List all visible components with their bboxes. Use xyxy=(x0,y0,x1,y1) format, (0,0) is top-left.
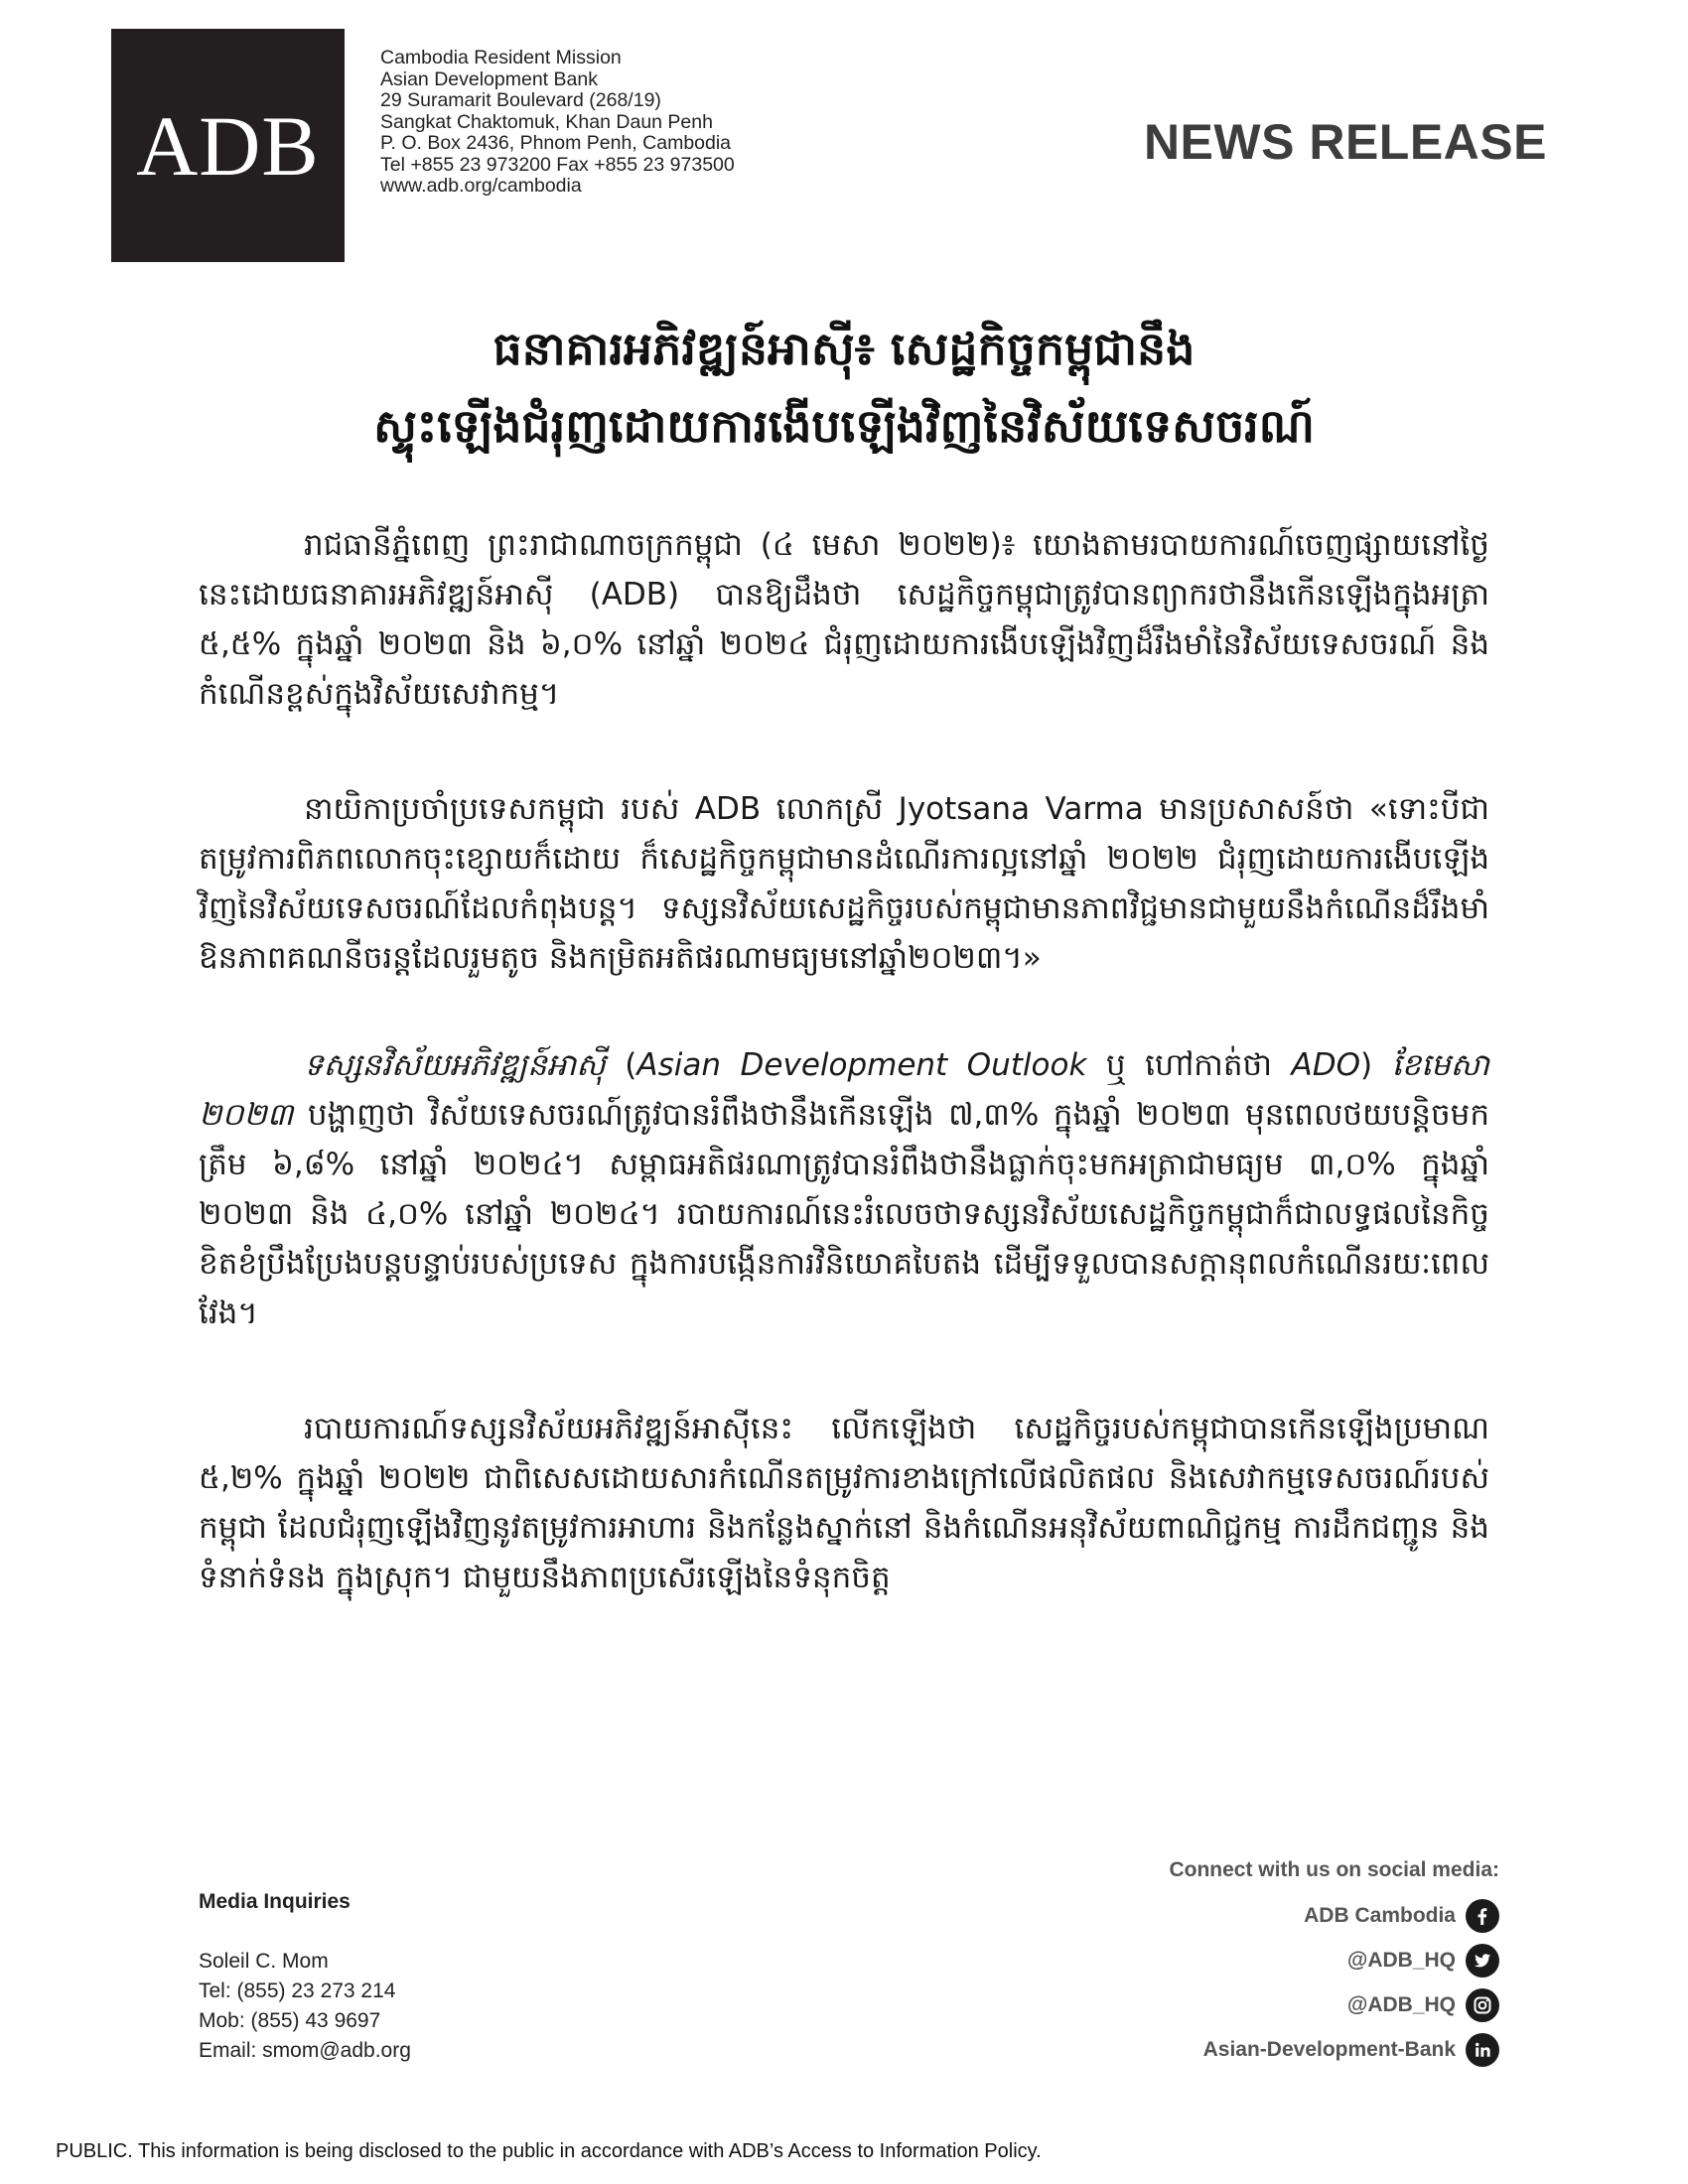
social-twitter[interactable] xyxy=(1082,1938,1499,1982)
contact-mob: Mob: (855) 43 9697 xyxy=(199,2009,381,2032)
media-inquiries-title: Media Inquiries xyxy=(199,1890,351,1913)
media-inquiries xyxy=(199,1890,411,2066)
address-line: 29 Suramarit Boulevard (268/19) xyxy=(380,89,661,111)
report-title-km: ទស្សនវិស័យអភិវឌ្ឍន៍អាស៊ី xyxy=(304,1047,606,1083)
facebook-icon xyxy=(1466,1899,1499,1933)
social-facebook[interactable] xyxy=(1082,1893,1499,1938)
social-label: @ADB_HQ xyxy=(1346,1992,1456,2016)
social-label: @ADB_HQ xyxy=(1346,1948,1456,1972)
contact-name: Soleil C. Mom xyxy=(199,1950,329,1973)
logo-text: ADB xyxy=(136,97,320,194)
report-abbrev: ADO xyxy=(1291,1047,1360,1083)
paragraph-1: រាជធានីភ្នំពេញ ព្រះរាជាណាចក្រកម្ពុជា (៤ មេសា ២០២២)៖ យោងតាមរបាយការណ៍ចេញផ្សាយនៅថ្ងៃនេះដោយធនាគារអភិវឌ្ឍន៍អាស៊ី (ADB) បានឱ្យដឹងថា សេដ្ឋកិច្ចកម្ពុជាត្រូវបានព្យាករថានឹងកើនឡើងក្នុងអត្រា ៥,៥% ក្នុងឆ្នាំ ២០២៣ និង ៦,០% នៅឆ្នាំ ២០២៤ ជំរុញដោយការងើបឡើងវិញដ៏រឹងមាំនៃវិស័យទេសចរណ៍ និងកំណើនខ្ពស់ក្នុងវិស័យសេវាកម្ម។ xyxy=(199,527,1489,712)
social-media-block xyxy=(1082,1858,1499,2072)
paragraph-3 xyxy=(199,1040,1489,1338)
social-instagram[interactable] xyxy=(1082,1982,1499,2027)
paren-close: ) xyxy=(1360,1047,1392,1083)
instagram-icon xyxy=(1466,1988,1499,2022)
address-line: Asian Development Bank xyxy=(380,68,598,90)
article-body xyxy=(199,520,1489,1602)
public-disclaimer: PUBLIC. This information is being disclosed to the public in accordance with ADB’s Access to Information Policy. xyxy=(56,2140,1042,2162)
address-line: Cambodia Resident Mission xyxy=(380,47,622,68)
paragraph-2: នាយិកាប្រចាំប្រទេសកម្ពុជា របស់ ADB លោកស្រី Jyotsana Varma មានប្រសាសន៍ថា «ទោះបីជាតម្រូវការពិភពលោកចុះខ្សោយក៏ដោយ ក៏សេដ្ឋកិច្ចកម្ពុជាមានដំណើរការល្អនៅឆ្នាំ ២០២២ ជំរុញដោយការងើបឡើងវិញនៃវិស័យទេសចរណ៍ដែលកំពុងបន្ត។ ទស្សនវិស័យសេដ្ឋកិច្ចរបស់កម្ពុជាមានភាពវិជ្ជមានជាមួយនឹងកំណើនដ៏រឹងមាំ ឱនភាពគណនីចរន្តដែលរួមតូច និងកម្រិតអតិផរណាមធ្យមនៅឆ្នាំ២០២៣។» xyxy=(199,791,1489,976)
social-linkedin[interactable] xyxy=(1082,2027,1499,2072)
report-edition: ខែមេសា ២០២៣ xyxy=(199,1047,1489,1133)
headline-line-2: ស្ទុះឡើងជំរុញដោយការងើបឡើងវិញនៃវិស័យទេសចរណ៍ xyxy=(373,399,1315,453)
abbrev-text: ឬ ហៅកាត់ថា xyxy=(1086,1047,1292,1083)
paren-open: ( xyxy=(605,1047,637,1083)
paragraph-4: របាយការណ៍ទស្សនវិស័យអភិវឌ្ឍន៍អាស៊ីនេះ លើកឡើងថា សេដ្ឋកិច្ចរបស់កម្ពុជាបានកើនឡើងប្រមាណ ៥,២% ក្នុងឆ្នាំ ២០២២ ជាពិសេសដោយសារកំណើនតម្រូវការខាងក្រៅលើផលិតផល និងសេវាកម្មទេសចរណ៍របស់កម្ពុជា ដែលជំរុញឡើងវិញនូវតម្រូវការអាហារ និងកន្លែងស្នាក់នៅ និងកំណើនអនុវិស័យពាណិជ្ជកម្ម ការដឹកជញ្ជូន និងទំនាក់ទំនង ក្នុងស្រុក។ ជាមួយនឹងភាពប្រសើរឡើងនៃទំនុកចិត្ត xyxy=(199,1411,1489,1595)
contact-tel: Tel: (855) 23 273 214 xyxy=(199,1979,396,2002)
address-block xyxy=(380,48,735,198)
linkedin-icon xyxy=(1466,2033,1499,2067)
website-link[interactable]: www.adb.org/cambodia xyxy=(380,175,582,197)
address-line: P. O. Box 2436, Phnom Penh, Cambodia xyxy=(380,132,732,154)
address-line: Sangkat Chaktomuk, Khan Daun Penh xyxy=(380,110,713,133)
address-line: Tel +855 23 973200 Fax +855 23 973500 xyxy=(380,153,735,176)
news-release-label: NEWS RELEASE xyxy=(1143,114,1547,170)
contact-email[interactable]: Email: smom@adb.org xyxy=(199,2039,411,2062)
adb-logo xyxy=(111,29,345,262)
social-label: ADB Cambodia xyxy=(1304,1903,1456,1927)
social-title: Connect with us on social media: xyxy=(1169,1858,1499,1881)
headline-line-1: ធនាគារអភិវឌ្ឍន៍អាស៊ី៖ សេដ្ឋកិច្ចកម្ពុជានឹង xyxy=(492,322,1196,375)
paragraph-3-rest: បង្ហាញថា វិស័យទេសចរណ៍ត្រូវបានរំពឹងថានឹងកើនឡើង ៧,៣% ក្នុងឆ្នាំ ២០២៣ មុនពេលថយបន្តិចមកត្រឹម ៦,៨% នៅឆ្នាំ ២០២៤។ សម្ពាធអតិផរណាត្រូវបានរំពឹងថានឹងធ្លាក់ចុះមកអត្រាជាមធ្យម ៣,០% ក្នុងឆ្នាំ ២០២៣ និង ៤,០% នៅឆ្នាំ ២០២៤។ របាយការណ៍នេះរំលេចថាទស្សនវិស័យសេដ្ឋកិច្ចកម្ពុជាក៏ជាលទ្ធផលនៃកិច្ចខិតខំប្រឹងប្រែងបន្តបន្ទាប់របស់ប្រទេស ក្នុងការបង្កើនការវិនិយោគបៃតង ដើម្បីទទួលបានសក្តានុពលកំណើនរយៈពេលវែង។ xyxy=(199,1097,1489,1331)
report-title-en: Asian Development Outlook xyxy=(636,1047,1087,1083)
headline xyxy=(149,310,1539,465)
social-label: Asian-Development-Bank xyxy=(1202,2037,1456,2061)
twitter-icon xyxy=(1466,1944,1499,1978)
